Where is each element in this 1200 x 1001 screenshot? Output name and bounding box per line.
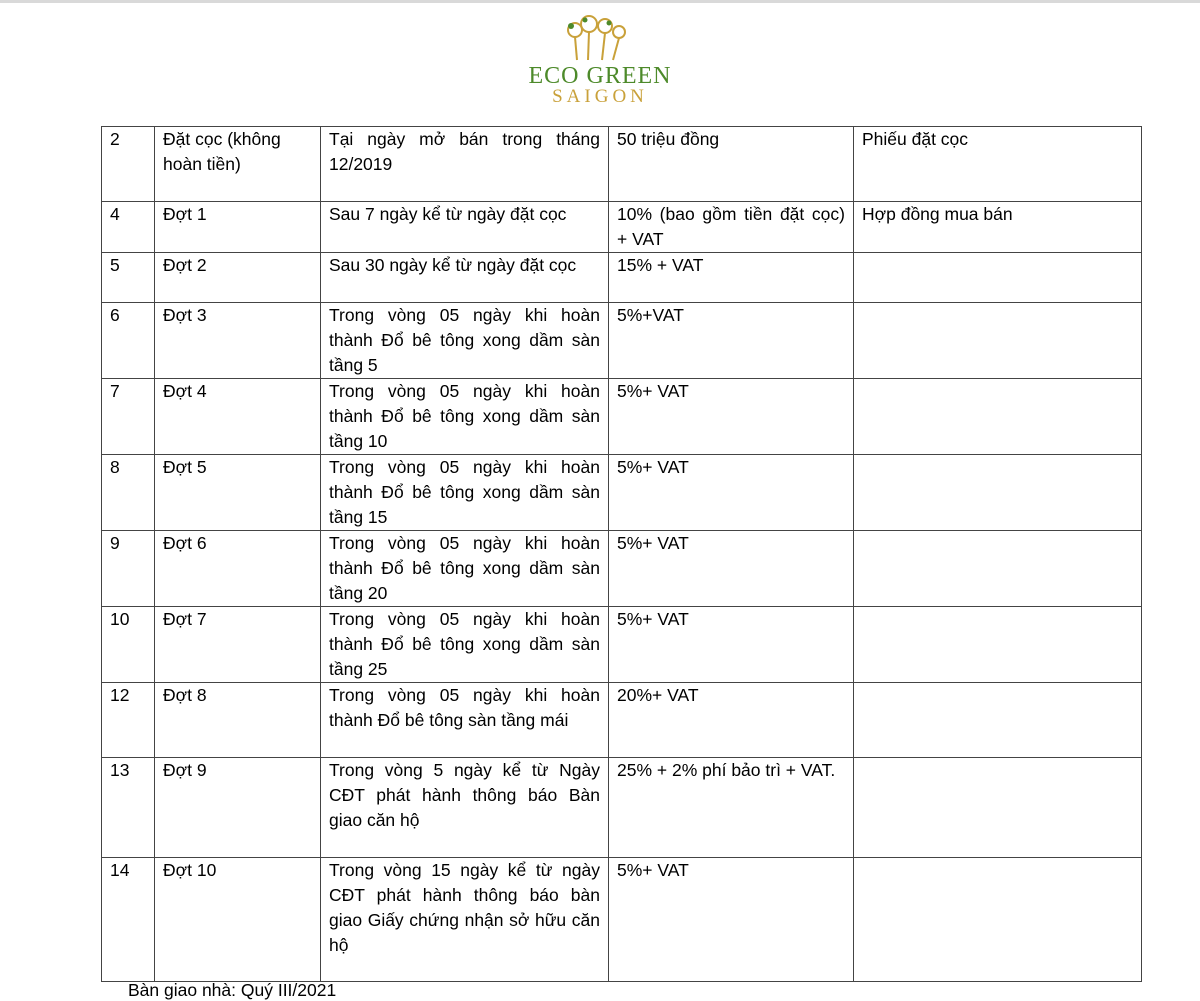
payment-schedule-body [102,127,1142,982]
table-row [102,758,1142,858]
payment-amount-cell: 5%+ VAT [609,379,854,455]
payment-number-cell: 10 [102,607,155,683]
payment-condition-cell: Trong vòng 05 ngày khi hoàn thành Đổ bê tông xong dầm sàn tầng 20 [321,531,609,607]
payment-number-cell: 14 [102,858,155,982]
payment-amount-cell: 5%+ VAT [609,858,854,982]
table-row [102,683,1142,758]
logo-text-eco-green: ECO GREEN [528,63,672,89]
payment-condition-cell: Trong vòng 05 ngày khi hoàn thành Đổ bê tông xong dầm sàn tầng 5 [321,303,609,379]
payment-condition-cell: Trong vòng 05 ngày khi hoàn thành Đổ bê tông xong dầm sàn tầng 10 [321,379,609,455]
table-row [102,455,1142,531]
payment-amount-cell: 20%+ VAT [609,683,854,758]
payment-number-cell: 12 [102,683,155,758]
payment-stage-cell: Đặt cọc (không hoàn tiền) [155,127,321,202]
payment-amount-cell: 25% + 2% phí bảo trì + VAT. [609,758,854,858]
table-row [102,531,1142,607]
payment-number-cell: 6 [102,303,155,379]
payment-amount-cell: 5%+VAT [609,303,854,379]
payment-document-cell [854,253,1142,303]
payment-number-cell: 2 [102,127,155,202]
payment-stage-cell: Đợt 8 [155,683,321,758]
payment-condition-cell: Tại ngày mở bán trong tháng 12/2019 [321,127,609,202]
payment-condition-cell: Trong vòng 05 ngày khi hoàn thành Đổ bê tông xong dầm sàn tầng 25 [321,607,609,683]
payment-schedule-table [101,126,1142,982]
payment-stage-cell: Đợt 7 [155,607,321,683]
payment-number-cell: 13 [102,758,155,858]
payment-document-cell [854,455,1142,531]
payment-stage-cell: Đợt 4 [155,379,321,455]
payment-stage-cell: Đợt 6 [155,531,321,607]
payment-condition-cell: Sau 30 ngày kể từ ngày đặt cọc [321,253,609,303]
table-row [102,607,1142,683]
table-row [102,127,1142,202]
payment-number-cell: 8 [102,455,155,531]
payment-document-cell [854,379,1142,455]
payment-condition-cell: Trong vòng 5 ngày kể từ Ngày CĐT phát hành thông báo Bàn giao căn hộ [321,758,609,858]
payment-amount-cell: 15% + VAT [609,253,854,303]
payment-document-cell [854,531,1142,607]
payment-stage-cell: Đợt 1 [155,202,321,253]
payment-number-cell: 4 [102,202,155,253]
payment-amount-cell: 10% (bao gồm tiền đặt cọc) + VAT [609,202,854,253]
top-border-line [0,0,1200,3]
payment-stage-cell: Đợt 5 [155,455,321,531]
payment-document-cell [854,858,1142,982]
table-row [102,858,1142,982]
payment-stage-cell: Đợt 10 [155,858,321,982]
payment-stage-cell: Đợt 3 [155,303,321,379]
payment-stage-cell: Đợt 2 [155,253,321,303]
payment-amount-cell: 5%+ VAT [609,455,854,531]
logo-text-saigon: SAIGON [552,86,648,107]
payment-document-cell [854,303,1142,379]
eco-green-saigon-logo [500,14,700,114]
payment-number-cell: 7 [102,379,155,455]
payment-amount-cell: 5%+ VAT [609,531,854,607]
payment-number-cell: 9 [102,531,155,607]
handover-note: Bàn giao nhà: Quý III/2021 [128,980,337,1000]
table-row [102,202,1142,253]
table-row [102,379,1142,455]
payment-amount-cell: 50 triệu đồng [609,127,854,202]
payment-document-cell: Phiếu đặt cọc [854,127,1142,202]
payment-document-cell [854,758,1142,858]
payment-amount-cell: 5%+ VAT [609,607,854,683]
payment-condition-cell: Trong vòng 15 ngày kể từ ngày CĐT phát hành thông báo bàn giao Giấy chứng nhận sở hữu căn hộ [321,858,609,982]
table-row [102,253,1142,303]
payment-stage-cell: Đợt 9 [155,758,321,858]
payment-number-cell: 5 [102,253,155,303]
payment-document-cell: Hợp đồng mua bán [854,202,1142,253]
tree-logo-icon [555,14,645,62]
payment-condition-cell: Sau 7 ngày kể từ ngày đặt cọc [321,202,609,253]
payment-condition-cell: Trong vòng 05 ngày khi hoàn thành Đổ bê tông xong dầm sàn tầng 15 [321,455,609,531]
payment-document-cell [854,683,1142,758]
table-row [102,303,1142,379]
payment-condition-cell: Trong vòng 05 ngày khi hoàn thành Đổ bê tông sàn tầng mái [321,683,609,758]
payment-document-cell [854,607,1142,683]
